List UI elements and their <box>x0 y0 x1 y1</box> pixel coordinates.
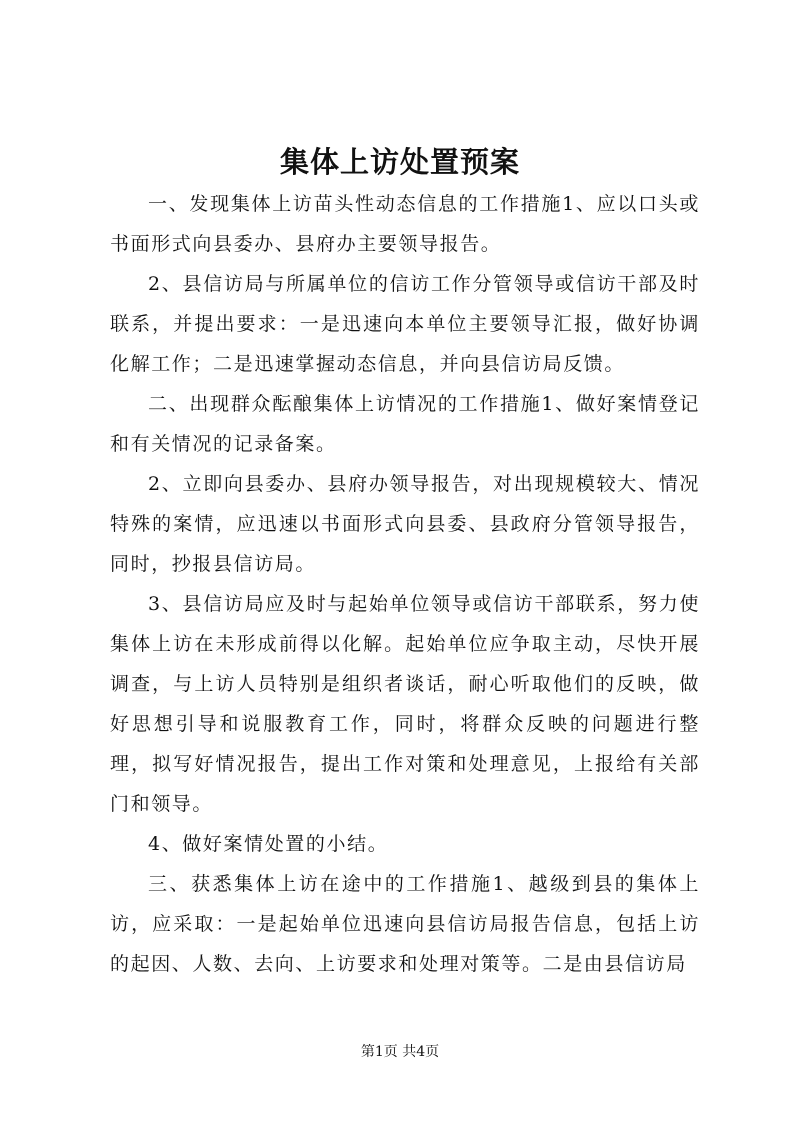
paragraph-4: 2、立即向县委办、县府办领导报告，对出现规模较大、情况特殊的案情，应迅速以书面形式向县委、县政府分管领导报告，同时，抄报县信访局。 <box>110 473 700 575</box>
paragraph-1: 一、发现集体上访苗头性动态信息的工作措施1、应以口头或书面形式向县委办、县府办主要领导报告。 <box>110 193 700 255</box>
document-title: 集体上访处置预案 <box>279 145 520 179</box>
document-body <box>110 184 700 984</box>
page-footer: 第1页 共4页 <box>360 1044 440 1060</box>
paragraph-2: 2、县信访局与所属单位的信访工作分管领导或信访干部及时联系，并提出要求：一是迅速向本单位主要领导汇报，做好协调化解工作；二是迅速掌握动态信息，并向县信访局反馈。 <box>110 273 700 375</box>
paragraph-6: 4、做好案情处置的小结。 <box>148 833 389 855</box>
paragraph-7: 三、获悉集体上访在途中的工作措施1、越级到县的集体上访，应采取：一是起始单位迅速向县信访局报告信息，包括上访的起因、人数、去向、上访要求和处理对策等。二是由县信访局 <box>110 873 700 975</box>
paragraph-5: 3、县信访局应及时与起始单位领导或信访干部联系，努力使集体上访在未形成前得以化解。起始单位应争取主动，尽快开展调查，与上访人员特别是组织者谈话，耐心听取他们的反映，做好思想引导和说服教育工作，同时，将群众反映的问题进行整理，拟写好情况报告，提出工作对策和处理意见，上报给有关部门和领导。 <box>110 593 700 815</box>
paragraph-3: 二、出现群众酝酿集体上访情况的工作措施1、做好案情登记和有关情况的记录备案。 <box>110 393 700 455</box>
